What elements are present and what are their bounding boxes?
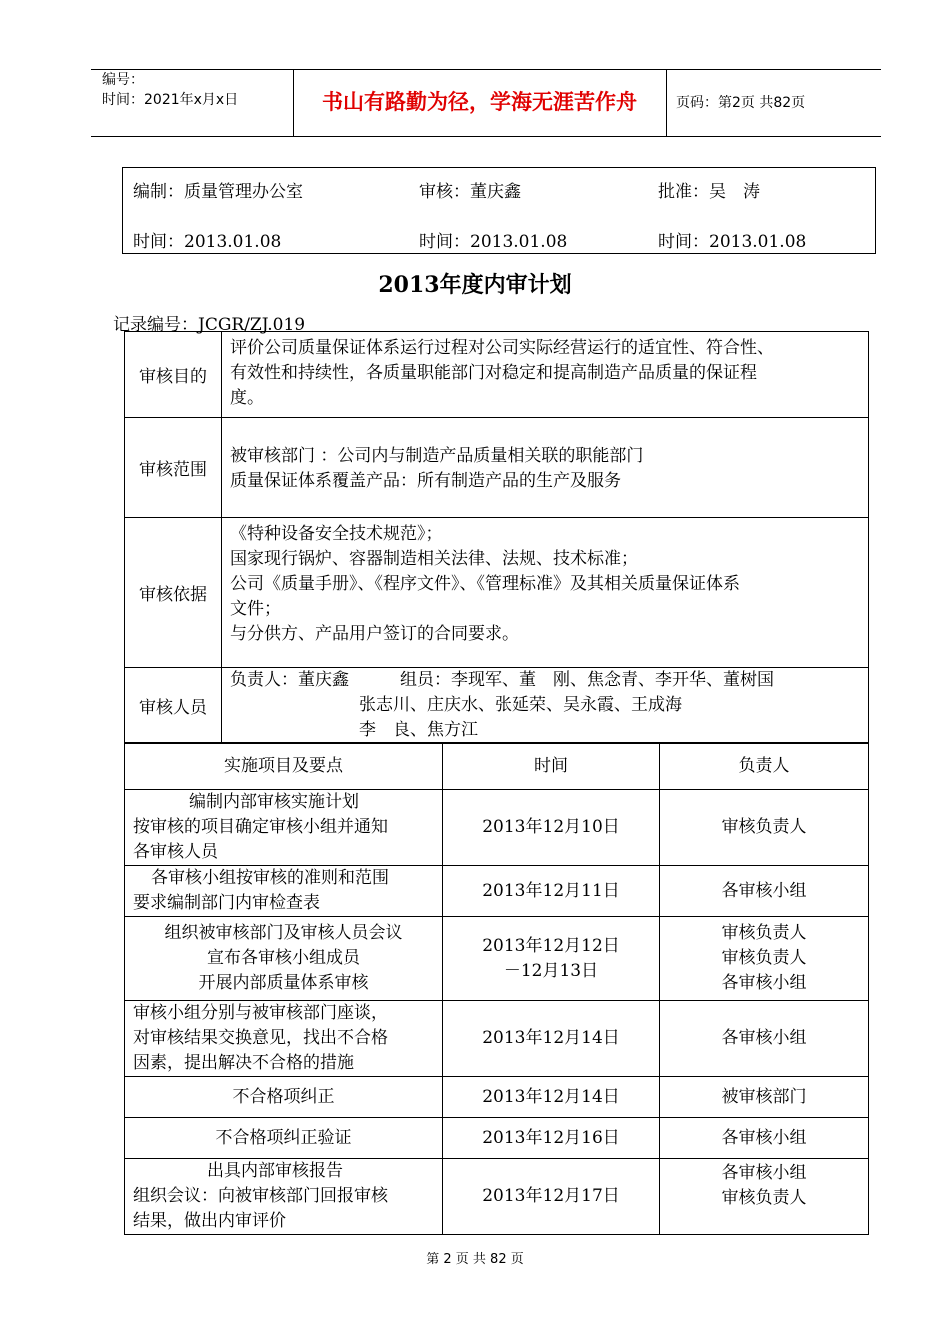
purpose-line: 有效性和持续性，各质量职能部门对稳定和提高制造产品质量的保证程 [230, 363, 757, 383]
plan-owner-line: 审核负责人 [721, 1188, 807, 1208]
basis-label: 审核依据 [125, 518, 222, 668]
reviewed-time: 时间：2013.01.08 [419, 232, 568, 252]
plan-owner [660, 1001, 869, 1077]
basis-line: 与分供方、产品用户签订的合同要求。 [230, 624, 519, 644]
basis-line: 文件； [230, 599, 281, 619]
plan-item-line: 按审核的项目确定审核小组并通知 [133, 817, 388, 837]
scope-row [125, 418, 869, 518]
plan-time [443, 1001, 660, 1077]
header-bottom-rule [91, 136, 881, 137]
plan-item [125, 1077, 443, 1118]
motto: 书山有路勤为径，学海无涯苦作舟 [322, 90, 637, 114]
plan-item-line: 各审核小组按审核的准则和范围 [151, 868, 389, 888]
basis-text [222, 518, 869, 668]
table-row [125, 917, 869, 1001]
plan-item [125, 866, 443, 917]
plan-owner-line: 各审核小组 [721, 1028, 807, 1048]
plan-item-line: 各审核人员 [133, 842, 218, 862]
plan-item-line: 结果，做出内审评价 [133, 1211, 286, 1231]
compiled-time: 时间：2013.01.08 [133, 232, 282, 252]
approved-time: 时间：2013.01.08 [658, 232, 807, 252]
table-row [125, 790, 869, 866]
plan-time-line: 2013年12月11日 [482, 880, 620, 901]
plan-owner-line: 各审核小组 [721, 1163, 807, 1183]
plan-item-line: 组织会议：向被审核部门回报审核 [133, 1186, 388, 1206]
basis-row [125, 518, 869, 668]
staff-line: 李 良、焦方江 [359, 720, 478, 740]
col-header-owner: 负责人 [660, 743, 869, 790]
plan-item-line: 出具内部审核报告 [207, 1161, 343, 1181]
col-header-item: 实施项目及要点 [125, 743, 443, 790]
basis-line: 公司《质量手册》、《程序文件》、《管理标准》及其相关质量保证体系 [230, 574, 740, 594]
plan-item-line: 不合格项纠正 [232, 1086, 335, 1107]
table-row [125, 1001, 869, 1077]
purpose-label: 审核目的 [125, 332, 222, 418]
table-row [125, 1118, 869, 1159]
purpose-line: 度。 [230, 388, 264, 408]
plan-time-line: 2013年12月14日 [482, 1028, 620, 1048]
staff-row [125, 668, 869, 744]
plan-time-line: －12月13日 [503, 960, 599, 981]
plan-item-line: 不合格项纠正验证 [215, 1127, 352, 1148]
staff-text [222, 668, 869, 744]
serial-label: 编号： [102, 72, 144, 88]
plan-owner-line: 审核负责人 [721, 923, 807, 943]
plan-item-line: 编制内部审核实施计划 [189, 792, 359, 812]
staff-label: 审核人员 [125, 668, 222, 744]
header-time: 时间：2021年x月x日 [102, 92, 239, 108]
table-row [125, 1077, 869, 1118]
plan-item [125, 1118, 443, 1159]
plan-time [443, 866, 660, 917]
plan-owner-line: 各审核小组 [721, 880, 807, 901]
plan-time-line: 2013年12月12日 [482, 935, 620, 956]
scope-line: 质量保证体系覆盖产品：所有制造产品的生产及服务 [230, 471, 621, 491]
plan-item [125, 790, 443, 866]
staff-line: 负责人：董庆鑫 组员：李现军、董 刚、焦念青、李开华、董树国 [230, 670, 774, 690]
plan-header-row [125, 743, 869, 790]
plan-time [443, 1118, 660, 1159]
basis-line: 国家现行锅炉、容器制造相关法律、法规、技术标准； [230, 549, 638, 569]
plan-item-line: 宣布各审核小组成员 [207, 948, 360, 968]
header-divider [666, 69, 667, 136]
header-top-rule [91, 69, 881, 70]
approval-box [122, 167, 876, 254]
table-row [125, 866, 869, 917]
table-row [125, 1159, 869, 1235]
col-header-time: 时间 [443, 743, 660, 790]
plan-owner [660, 1118, 869, 1159]
reviewed-by: 审核：董庆鑫 [419, 182, 521, 202]
plan-owner-line: 被审核部门 [721, 1086, 807, 1107]
plan-time [443, 1159, 660, 1235]
plan-owner [660, 917, 869, 1001]
purpose-line: 评价公司质量保证体系运行过程对公司实际经营运行的适宜性、符合性、 [230, 338, 774, 358]
scope-text [222, 418, 869, 518]
plan-owner-line: 各审核小组 [721, 1127, 807, 1148]
plan-item-line: 审核小组分别与被审核部门座谈， [133, 1003, 388, 1023]
purpose-text [222, 332, 869, 418]
plan-time-line: 2013年12月17日 [482, 1186, 620, 1206]
plan-item-line: 因素，提出解决不合格的措施 [133, 1053, 354, 1073]
plan-time-line: 2013年12月16日 [482, 1127, 620, 1148]
plan-item-line: 开展内部质量体系审核 [198, 973, 369, 993]
plan-owner-line: 审核负责人 [721, 817, 807, 837]
plan-owner [660, 1159, 869, 1235]
plan-item [125, 1159, 443, 1235]
staff-line: 张志川、庄庆水、张延荣、吴永霞、王成海 [359, 695, 682, 715]
plan-item-line: 要求编制部门内审检查表 [133, 893, 320, 913]
plan-time [443, 790, 660, 866]
compiled-by: 编制：质量管理办公室 [133, 182, 303, 202]
scope-line: 被审核部门 ：公司内与制造产品质量相关联的职能部门 [230, 446, 644, 466]
document-title: 2013年度内审计划 [378, 272, 572, 298]
plan-item [125, 1001, 443, 1077]
plan-time [443, 917, 660, 1001]
approved-by: 批准：吴 涛 [658, 182, 760, 202]
plan-time-line: 2013年12月14日 [482, 1086, 620, 1107]
purpose-row [125, 332, 869, 418]
page-info: 页码：第2页 共82页 [676, 95, 806, 111]
basis-line: 《特种设备安全技术规范》； [230, 524, 443, 544]
plan-owner-line: 审核负责人 [721, 948, 807, 968]
plan-item [125, 917, 443, 1001]
plan-time-line: 2013年12月10日 [482, 817, 620, 837]
plan-owner [660, 1077, 869, 1118]
plan-item-line: 组织被审核部门及审核人员会议 [164, 923, 403, 943]
record-number: 记录编号：JCGR/ZJ.019 [113, 315, 306, 335]
plan-owner [660, 790, 869, 866]
audit-info-table [124, 331, 869, 744]
plan-owner [660, 866, 869, 917]
scope-label: 审核范围 [125, 418, 222, 518]
plan-time [443, 1077, 660, 1118]
plan-table [124, 742, 869, 1235]
page-footer: 第 2 页 共 82 页 [426, 1252, 524, 1267]
plan-owner-line: 各审核小组 [721, 973, 807, 993]
plan-item-line: 对审核结果交换意见，找出不合格 [133, 1028, 388, 1048]
